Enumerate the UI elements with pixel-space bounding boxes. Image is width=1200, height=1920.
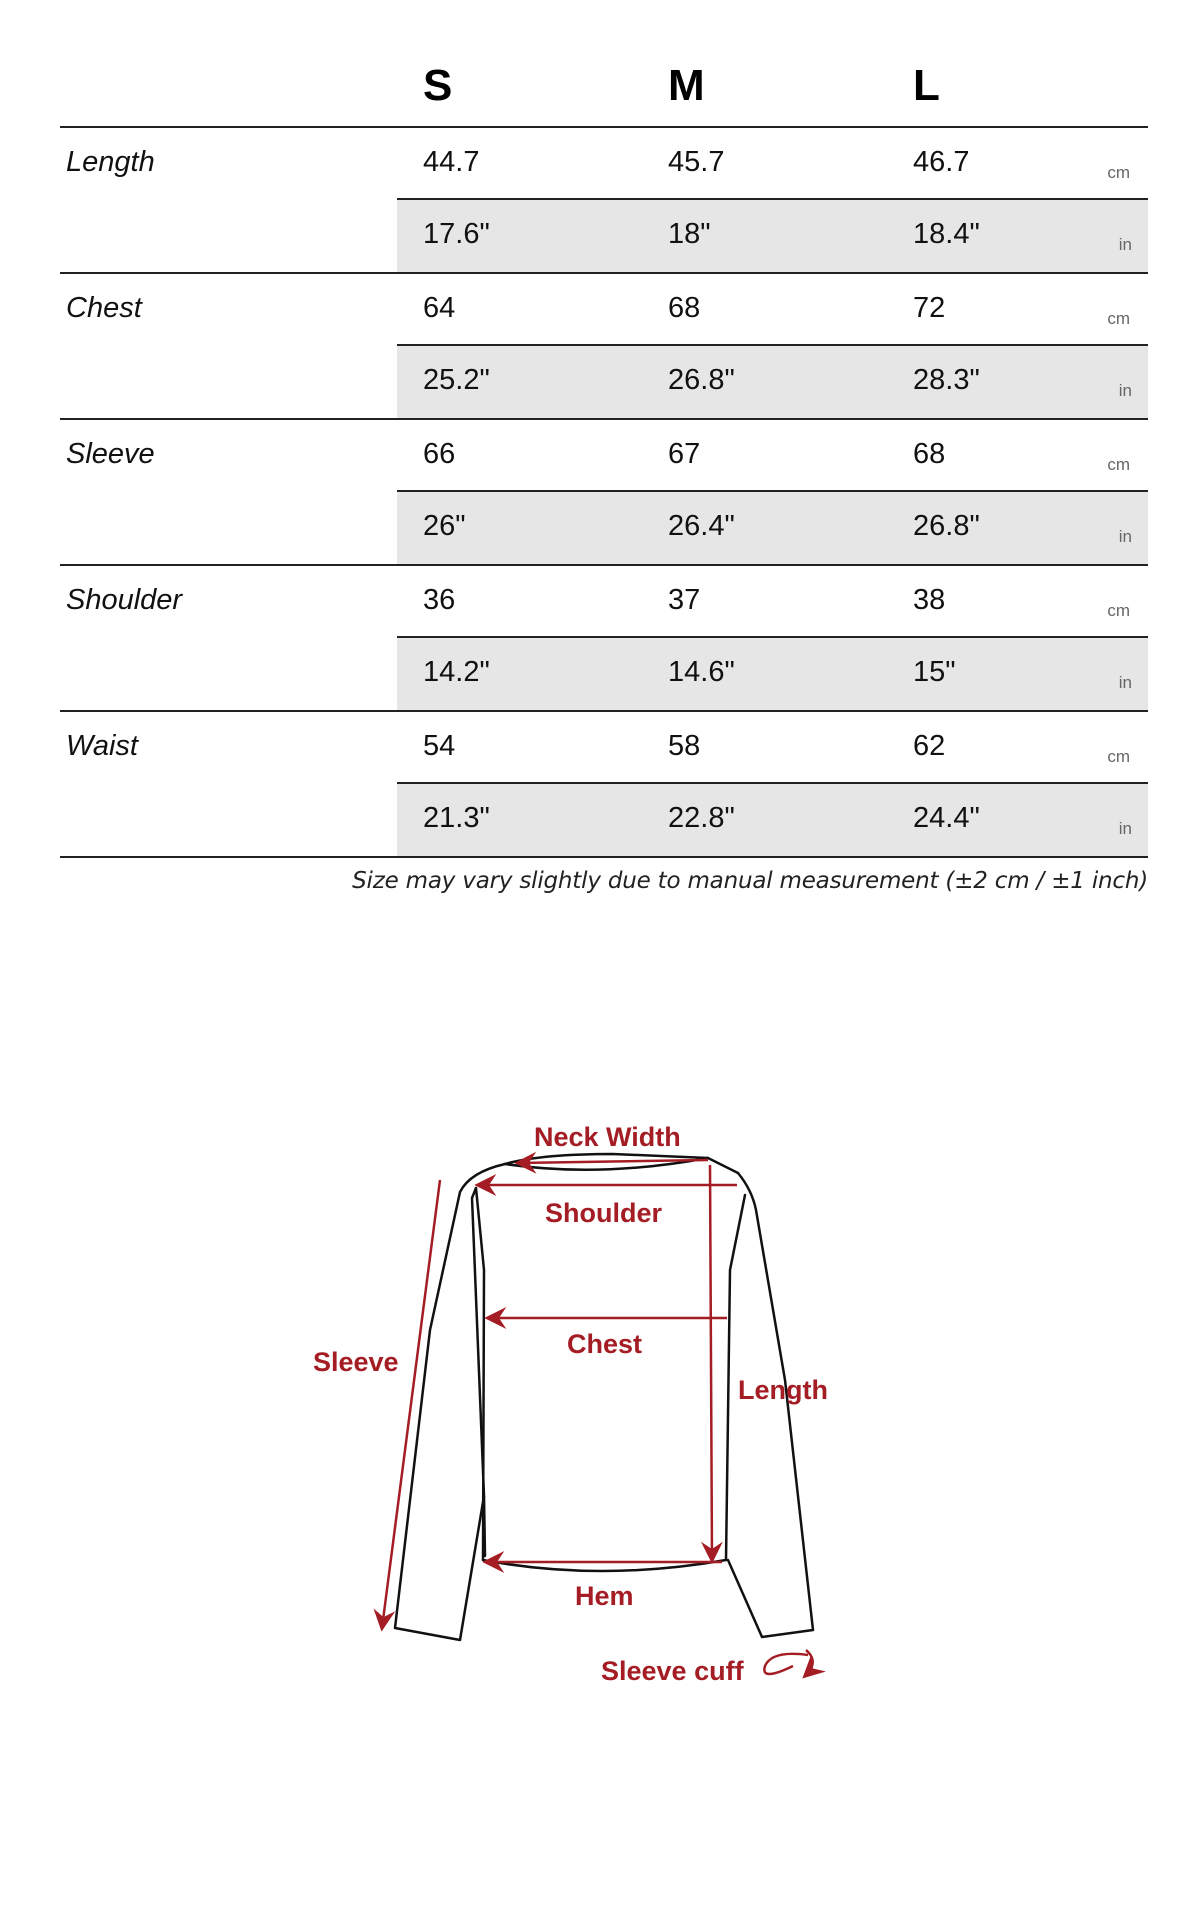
sleeve-cuff-label: Sleeve cuff [601, 1656, 744, 1686]
cell-l-in: 18.4" [913, 218, 980, 250]
cell-l-in: 28.3" [913, 364, 980, 396]
size-chart-table [60, 0, 1148, 858]
in-row [397, 200, 1148, 272]
hem-label: Hem [575, 1581, 634, 1611]
cell-s-cm: 44.7 [423, 146, 480, 178]
cell-s-in: 17.6" [423, 218, 490, 250]
unit-cm: cm [1107, 309, 1130, 328]
row-length [60, 128, 1148, 274]
cell-l-in: 24.4" [913, 802, 980, 834]
row-shoulder [60, 566, 1148, 712]
cm-row [397, 712, 1148, 784]
sleeve-label: Sleeve [313, 1347, 399, 1377]
in-row [397, 638, 1148, 710]
cm-row [397, 274, 1148, 346]
cell-m-in: 26.4" [668, 510, 735, 542]
cell-s-in: 26" [423, 510, 466, 542]
unit-in: in [1118, 235, 1132, 254]
cell-s-in: 25.2" [423, 364, 490, 396]
cell-m-in: 26.8" [668, 364, 735, 396]
unit-in: in [1118, 381, 1132, 400]
unit-cm: cm [1107, 455, 1130, 474]
in-row [397, 492, 1148, 564]
unit-cm: cm [1107, 747, 1130, 766]
sleeve-cuff-arrow [764, 1654, 808, 1674]
shoulder-label: Shoulder [545, 1198, 663, 1228]
cell-m-in: 22.8" [668, 802, 735, 834]
cell-l-cm: 68 [913, 438, 946, 470]
cell-l-cm: 72 [913, 292, 946, 324]
unit-cm: cm [1107, 163, 1130, 182]
unit-in: in [1118, 527, 1132, 546]
cell-l-in: 15" [913, 656, 956, 688]
cell-l-cm: 46.7 [913, 146, 970, 178]
measurement-note: Size may vary slightly due to manual measurement (±2 cm / ±1 inch) [352, 868, 1148, 894]
cell-l-in: 26.8" [913, 510, 980, 542]
cell-s-in: 14.2" [423, 656, 490, 688]
row-label: Length [66, 146, 155, 178]
cell-m-cm: 68 [668, 292, 701, 324]
row-label: Shoulder [66, 584, 183, 616]
row-label: Sleeve [66, 438, 155, 470]
length-arrow [710, 1165, 712, 1560]
size-s-header: S [423, 61, 453, 110]
cell-m-in: 18" [668, 218, 711, 250]
unit-in: in [1118, 819, 1132, 838]
cell-l-cm: 38 [913, 584, 946, 616]
row-label: Chest [66, 292, 142, 324]
neck-width-arrow [518, 1160, 708, 1163]
in-row [397, 784, 1148, 856]
neck-width-label: Neck Width [534, 1122, 681, 1152]
sweater-outline [395, 1154, 813, 1640]
cell-l-cm: 62 [913, 730, 946, 762]
cell-m-in: 14.6" [668, 656, 735, 688]
row-waist [60, 712, 1148, 858]
row-label: Waist [66, 730, 138, 762]
size-l-header: L [913, 61, 940, 110]
cell-m-cm: 67 [668, 438, 701, 470]
sleeve-arrow [382, 1180, 440, 1628]
cell-m-cm: 37 [668, 584, 701, 616]
cell-s-cm: 36 [423, 584, 456, 616]
cell-s-cm: 54 [423, 730, 456, 762]
unit-in: in [1118, 673, 1132, 692]
measurement-arrows [382, 1160, 813, 1676]
cm-row [397, 128, 1148, 200]
row-sleeve [60, 420, 1148, 566]
size-m-header: M [668, 61, 705, 110]
cm-row [397, 566, 1148, 638]
row-chest [60, 274, 1148, 420]
size-header-row [60, 0, 1148, 128]
cm-row [397, 420, 1148, 492]
cell-s-in: 21.3" [423, 802, 490, 834]
in-row [397, 346, 1148, 418]
unit-cm: cm [1107, 601, 1130, 620]
cell-s-cm: 64 [423, 292, 456, 324]
length-label: Length [738, 1375, 828, 1405]
chest-label: Chest [567, 1329, 643, 1359]
cell-m-cm: 58 [668, 730, 701, 762]
cell-s-cm: 66 [423, 438, 456, 470]
cell-m-cm: 45.7 [668, 146, 725, 178]
